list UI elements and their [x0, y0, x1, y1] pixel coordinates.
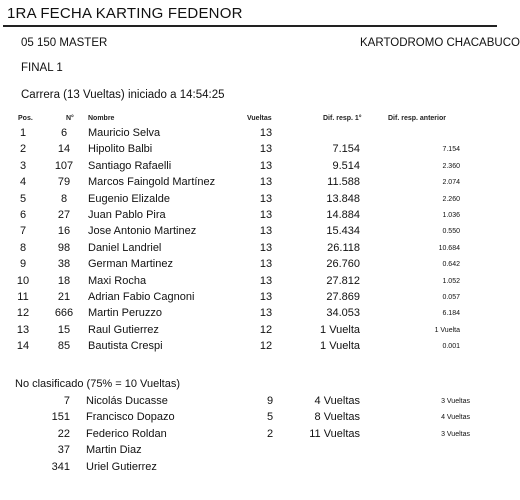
driver-name-cell: Maxi Rocha [88, 274, 147, 287]
driver-name-cell: Daniel Landriel [88, 241, 162, 254]
laps-cell: 13 [259, 192, 273, 205]
position-cell: 7 [19, 225, 27, 238]
position-cell: 2 [19, 143, 27, 156]
diff-first-cell: 27.812 [326, 274, 360, 287]
not-classified-row [0, 411, 500, 427]
diff-first-cell: 15.434 [326, 225, 360, 238]
laps-cell: 13 [259, 176, 273, 189]
diff-first-cell: 14.884 [326, 209, 360, 221]
driver-name-cell: Martin Diaz [86, 444, 142, 457]
position-cell: 9 [19, 258, 27, 271]
result-row [0, 193, 500, 209]
result-row [0, 324, 500, 340]
diff-first-cell: 1 Vuelta [320, 340, 360, 353]
diff-previous-cell: 2.074 [442, 179, 460, 187]
diff-first-cell: 9.514 [332, 159, 360, 172]
diff-first-cell: 11.588 [327, 176, 360, 189]
driver-name-cell: Martin Peruzzo [88, 307, 162, 320]
diff-first-cell: 1 Vuelta [320, 323, 360, 336]
laps-cell: 12 [259, 323, 273, 336]
position-cell: 4 [19, 176, 27, 189]
kart-number-cell: 15 [57, 323, 71, 336]
driver-name-cell: Raul Gutierrez [88, 323, 159, 336]
laps-cell: 13 [259, 127, 273, 139]
position-cell: 11 [17, 291, 29, 303]
driver-name-cell: Marcos Faingold Martínez [88, 176, 216, 189]
driver-name-cell: Eugenio Elizalde [88, 192, 170, 205]
driver-name-cell: Hipolito Balbi [88, 143, 153, 156]
driver-name-cell: Bautista Crespi [88, 340, 163, 353]
diff-previous-cell: 3 Vueltas [441, 398, 470, 405]
position-cell: 8 [19, 241, 27, 254]
kart-number-cell: 79 [57, 176, 71, 189]
diff-previous-cell: 10.684 [438, 244, 460, 252]
header-num: N° [66, 115, 74, 122]
diff-previous-cell: 0.642 [442, 261, 460, 269]
not-classified-row [0, 428, 500, 444]
document-title: 1RA FECHA KARTING FEDENOR [3, 3, 497, 27]
diff-first-cell: 34.053 [326, 307, 360, 320]
diff-previous-cell: 0.550 [442, 228, 460, 236]
diff-first-cell: 26.118 [327, 241, 360, 254]
result-row [0, 340, 500, 356]
position-cell: 6 [19, 209, 27, 221]
session-label: FINAL 1 [21, 62, 63, 74]
result-row [0, 176, 500, 192]
driver-name-cell: Santiago Rafaelli [88, 159, 172, 172]
laps-cell: 13 [259, 274, 273, 287]
result-row [0, 209, 500, 225]
result-row [0, 275, 500, 291]
laps-cell: 13 [259, 143, 273, 156]
laps-cell: 13 [259, 209, 273, 221]
position-cell: 5 [19, 192, 27, 205]
driver-name-cell: Uriel Gutierrez [86, 460, 157, 473]
position-cell: 10 [16, 274, 30, 287]
kart-number-cell: 8 [60, 192, 68, 205]
result-row [0, 307, 500, 323]
diff-first-cell: 11 Vueltas [309, 427, 360, 440]
not-classified-row [0, 444, 500, 460]
kart-number-cell: 14 [57, 143, 71, 156]
driver-name-cell: Juan Pablo Pira [88, 209, 166, 221]
result-row [0, 242, 500, 258]
position-cell: 3 [19, 159, 27, 172]
laps-cell: 13 [259, 225, 273, 238]
driver-name-cell: Federico Roldan [86, 427, 167, 440]
kart-number-cell: 16 [57, 225, 71, 238]
laps-cell: 2 [266, 427, 274, 440]
kart-number-cell: 27 [57, 209, 71, 221]
result-row [0, 160, 500, 176]
race-info: Carrera (13 Vueltas) iniciado a 14:54:25 [21, 89, 225, 101]
laps-cell: 13 [259, 291, 273, 303]
header-diff-prev: Dif. resp. anterior [388, 115, 446, 122]
diff-first-cell: 27.869 [326, 291, 360, 303]
driver-name-cell: Francisco Dopazo [86, 411, 175, 424]
diff-previous-cell: 0.057 [442, 294, 460, 301]
diff-first-cell: 4 Vueltas [314, 395, 360, 407]
header-diff-first: Dif. resp. 1° [323, 115, 362, 122]
diff-previous-cell: 7.154 [442, 146, 460, 154]
kart-number-cell: 666 [54, 307, 74, 320]
laps-cell: 13 [259, 159, 273, 172]
diff-previous-cell: 2.360 [442, 162, 460, 170]
category-label: 05 150 MASTER [21, 37, 108, 49]
laps-cell: 5 [266, 411, 274, 424]
kart-number-cell: 22 [57, 427, 70, 440]
kart-number-cell: 85 [57, 340, 71, 353]
venue-label: KARTODROMO CHACABUCO [360, 37, 520, 49]
diff-first-cell: 26.760 [326, 258, 360, 271]
laps-cell: 12 [259, 340, 273, 353]
driver-name-cell: German Martinez [88, 258, 173, 271]
kart-number-cell: 38 [57, 258, 71, 271]
laps-cell: 13 [259, 258, 273, 271]
diff-previous-cell: 3 Vueltas [441, 430, 470, 438]
result-row [0, 258, 500, 274]
diff-first-cell: 7.154 [332, 143, 360, 156]
result-row [0, 127, 500, 143]
kart-number-cell: 18 [57, 274, 71, 287]
driver-name-cell: Adrian Fabio Cagnoni [88, 291, 195, 303]
laps-cell: 13 [259, 241, 273, 254]
diff-previous-cell: 4 Vueltas [441, 414, 470, 422]
laps-cell: 9 [266, 395, 274, 407]
kart-number-cell: 107 [54, 159, 74, 172]
diff-first-cell: 13.848 [326, 192, 360, 205]
diff-first-cell: 8 Vueltas [314, 411, 360, 424]
driver-name-cell: Mauricio Selva [88, 127, 161, 139]
kart-number-cell: 6 [60, 127, 68, 139]
driver-name-cell: Nicolás Ducasse [86, 395, 168, 407]
kart-number-cell: 7 [63, 395, 70, 407]
diff-previous-cell: 1.052 [442, 277, 460, 285]
header-pos: Pos. [18, 115, 33, 122]
not-classified-title: No clasificado (75% = 10 Vueltas) [15, 378, 180, 390]
kart-number-cell: 341 [51, 460, 70, 473]
diff-previous-cell: 1 Vuelta [434, 326, 460, 334]
driver-name-cell: Jose Antonio Martinez [88, 225, 197, 238]
kart-number-cell: 37 [57, 444, 70, 457]
diff-previous-cell: 0.001 [442, 343, 460, 351]
result-row [0, 225, 500, 241]
kart-number-cell: 151 [51, 411, 70, 424]
position-cell: 13 [16, 323, 30, 336]
position-cell: 1 [19, 127, 27, 139]
diff-previous-cell: 2.260 [442, 195, 460, 203]
kart-number-cell: 98 [57, 241, 71, 254]
diff-previous-cell: 1.036 [442, 212, 460, 219]
not-classified-row [0, 461, 500, 477]
result-row [0, 143, 500, 159]
not-classified-row [0, 395, 500, 411]
position-cell: 14 [16, 340, 30, 353]
header-laps: Vueltas [247, 115, 272, 122]
laps-cell: 13 [259, 307, 273, 320]
header-name: Nombre [88, 115, 115, 122]
result-row [0, 291, 500, 307]
position-cell: 12 [16, 307, 30, 320]
kart-number-cell: 21 [57, 291, 71, 303]
diff-previous-cell: 6.184 [442, 310, 460, 318]
